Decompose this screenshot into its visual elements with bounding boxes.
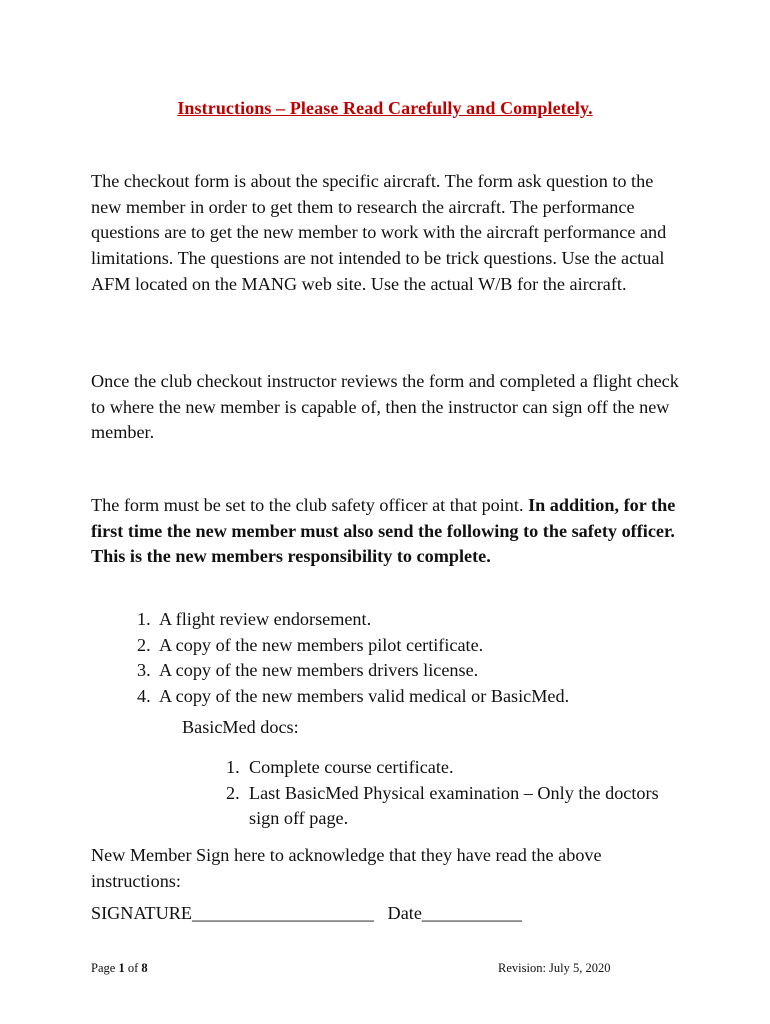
safety-officer-bold-text: In addition, for the first time the new member must also send the following to the safety officer. This is the new members responsibility to complete. xyxy=(91,495,676,567)
acknowledge-paragraph: New Member Sign here to acknowledge that they have read the above instructions: xyxy=(91,845,602,891)
basicmed-label: BasicMed docs: xyxy=(182,717,299,737)
list-item xyxy=(137,633,697,659)
list-item-text: Complete course certificate. xyxy=(249,757,454,777)
list-item-text: A copy of the new members drivers license. xyxy=(159,660,479,680)
list-item-text: Last BasicMed Physical examination – Only the doctors sign off page. xyxy=(249,782,659,828)
list-item-text: A flight review endorsement. xyxy=(159,609,372,629)
list-item xyxy=(137,658,697,684)
page-total: 8 xyxy=(141,961,148,975)
page-current: 1 xyxy=(118,961,125,975)
revision-date: Revision: July 5, 2020 xyxy=(498,961,611,975)
list-item-text: A copy of the new members valid medical or BasicMed. xyxy=(159,685,570,706)
list-item-number: 3. xyxy=(137,660,151,680)
list-item xyxy=(137,607,697,633)
page-number xyxy=(91,961,148,976)
list-item xyxy=(226,781,666,832)
list-item-number: 1. xyxy=(226,757,240,777)
requirements-list xyxy=(137,607,697,709)
instructor-paragraph: Once the club checkout instructor reviews the form and completed a flight check to where the new member is capable of, then the instructor can sign off the new member. xyxy=(91,371,679,443)
safety-officer-paragraph xyxy=(91,493,681,570)
basicmed-docs-list xyxy=(226,755,666,832)
safety-officer-text: The form must be set to the club safety officer at that point. xyxy=(91,495,529,515)
page-prefix: Page xyxy=(91,961,119,975)
list-item-number: 4. xyxy=(137,685,151,706)
list-item xyxy=(137,684,697,710)
list-item-text: A copy of the new members pilot certificate. xyxy=(159,634,484,655)
intro-paragraph: The checkout form is about the specific aircraft. The form ask question to the new member in order to get them to research the aircraft. The performance questions are to get the new member to work with the aircraft performance and limitations. The questions are not intended to be trick questions. Use the actual AFM located on the MANG web site. Use the actual W/B for the aircraft. xyxy=(91,171,667,294)
page-title: Instructions – Please Read Carefully and Completely. xyxy=(177,98,593,118)
list-item xyxy=(226,755,666,781)
list-item-number: 1. xyxy=(137,609,151,629)
list-item-number: 2. xyxy=(137,634,151,655)
page-of: of xyxy=(124,961,142,975)
signature-line: SIGNATURE____________________ Date___________ xyxy=(91,903,522,923)
list-item-number: 2. xyxy=(226,782,240,803)
